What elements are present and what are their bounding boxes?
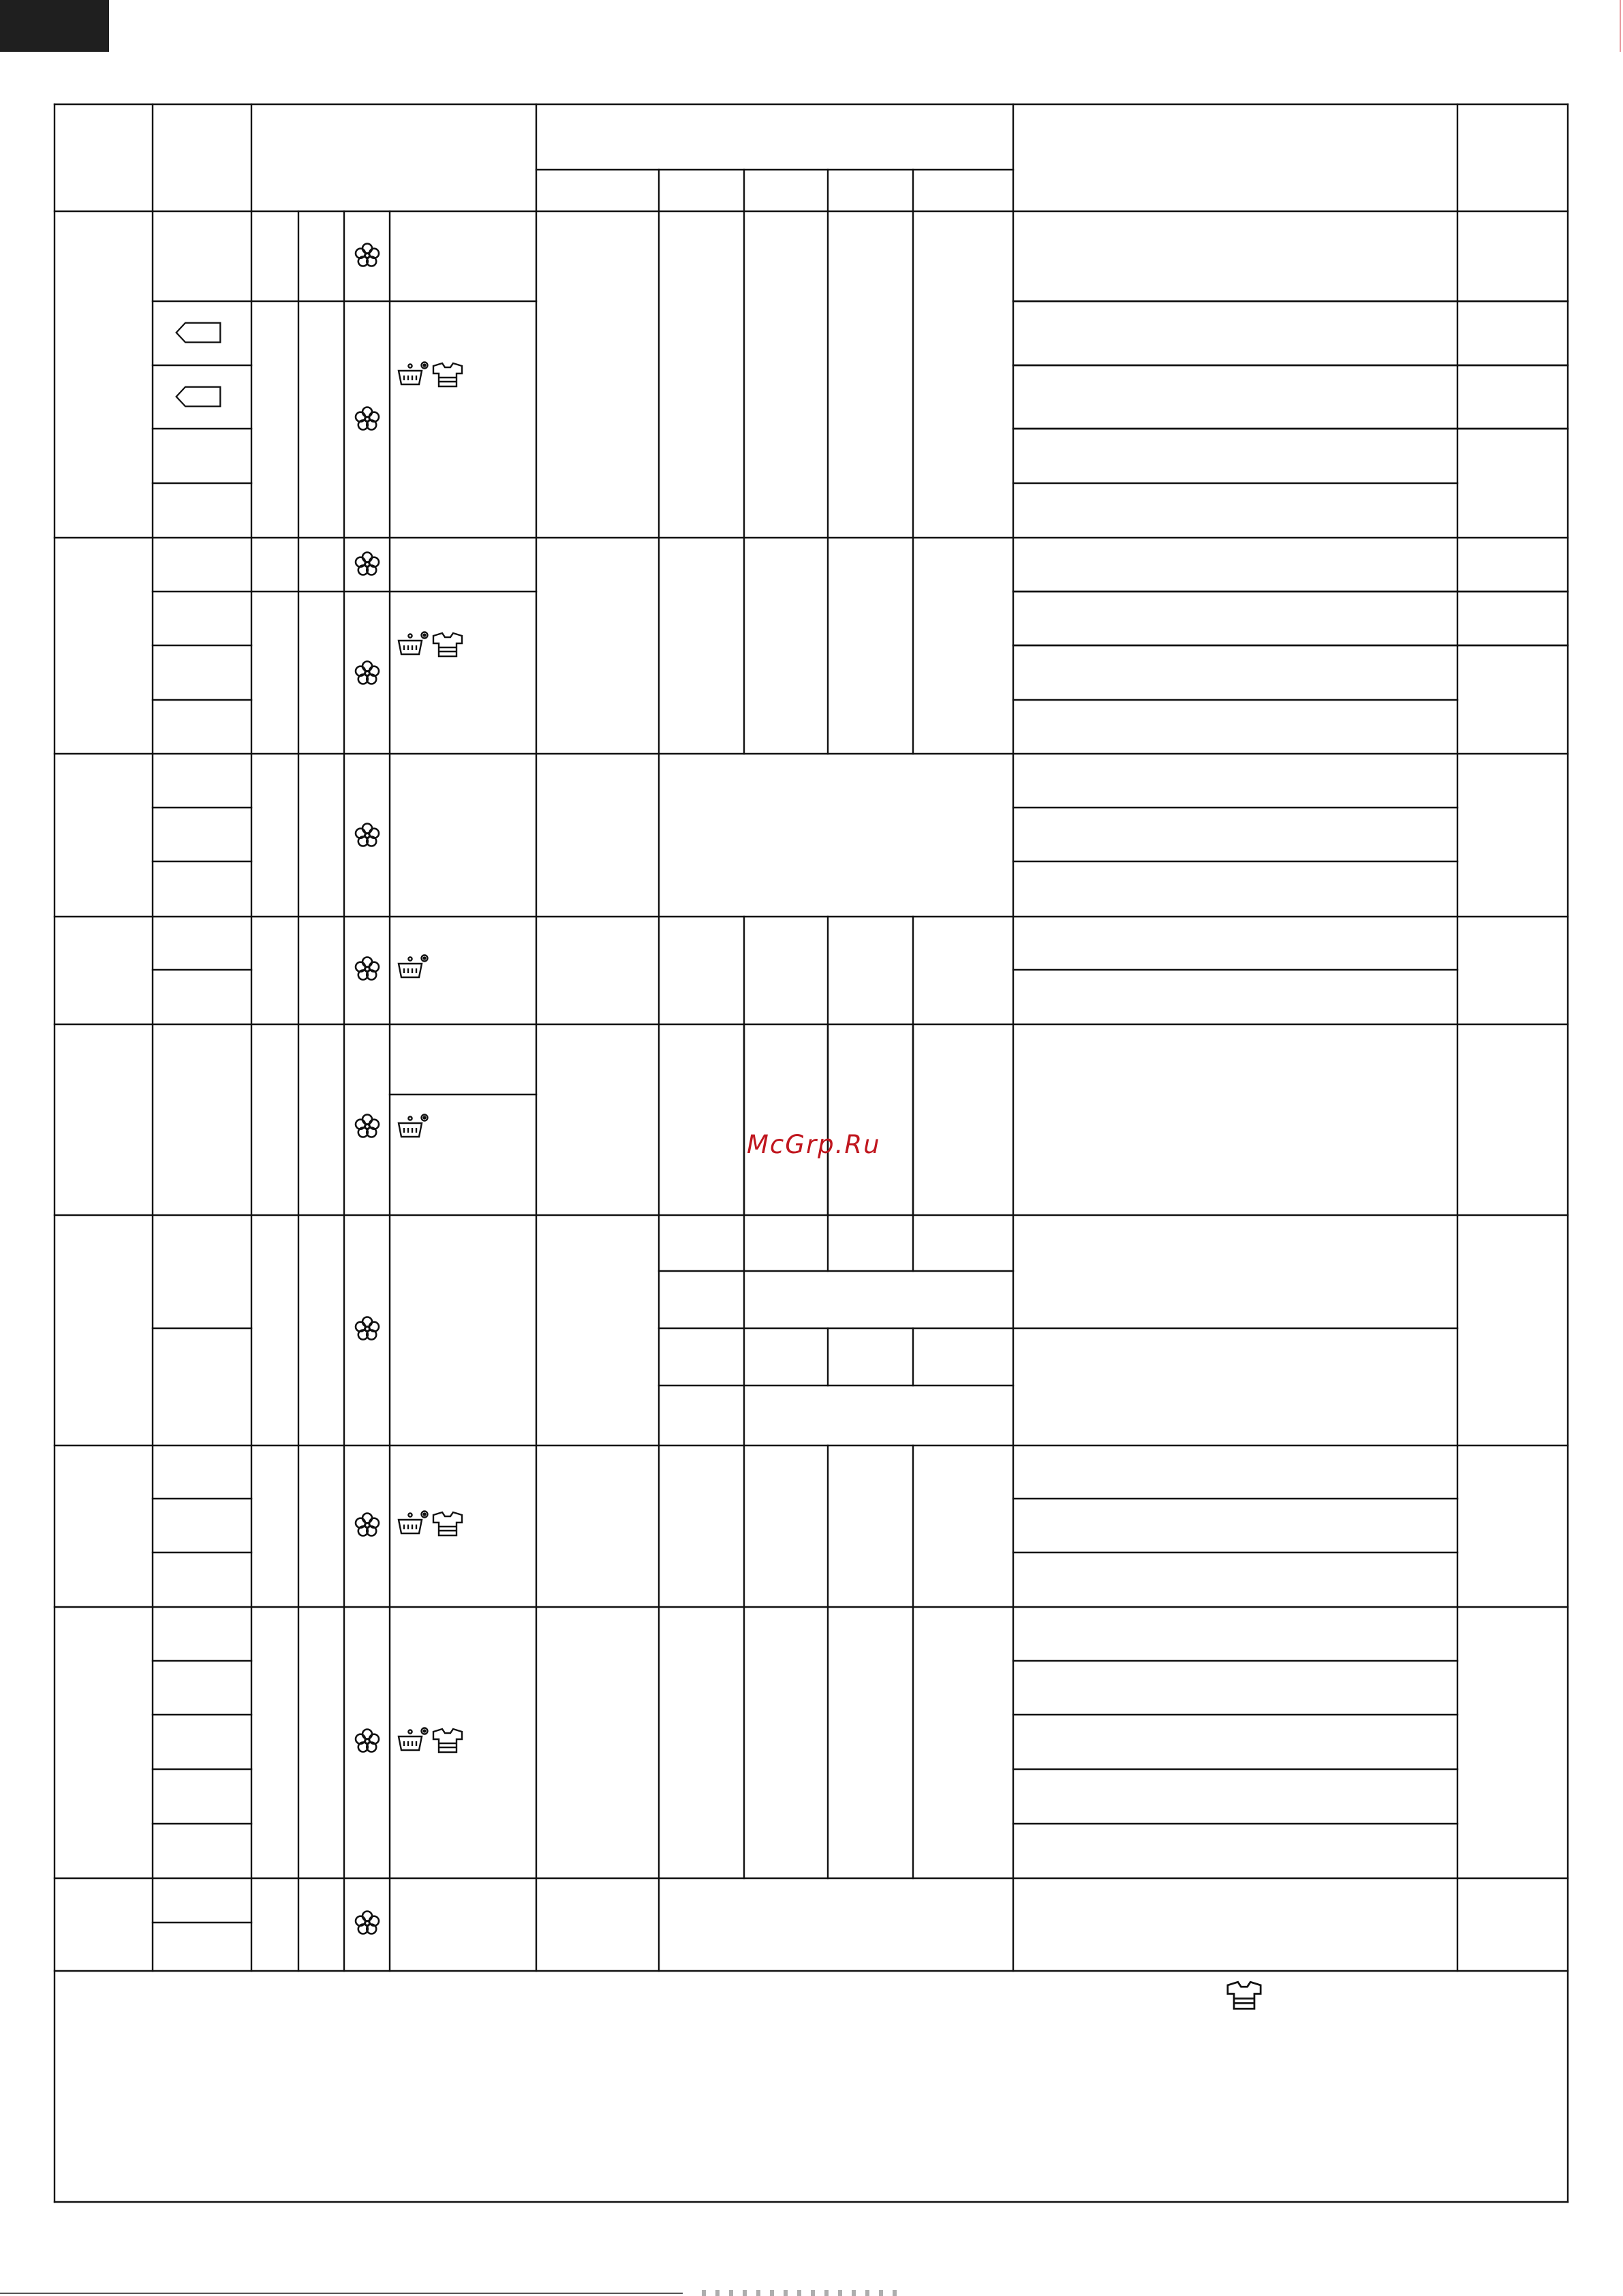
label-tag-icon (176, 323, 221, 343)
wash-basin-icon (399, 1728, 428, 1751)
flower-icon (356, 244, 379, 266)
wash-basin-icon (399, 1512, 428, 1534)
footer-text-residue (702, 2290, 906, 2296)
watermark: McGrp.Ru (747, 1130, 881, 1159)
flower-icon (356, 958, 379, 980)
wash-basin-icon (399, 363, 428, 385)
flower-icon (356, 662, 379, 684)
footer-rule (0, 2293, 683, 2294)
flower-icon (356, 1514, 379, 1536)
iron-icon (433, 1512, 462, 1535)
wash-basin-icon (399, 955, 428, 978)
flower-icon (356, 1115, 379, 1137)
flower-icon (356, 553, 379, 575)
flower-icon (356, 1317, 379, 1340)
wash-basin-icon (399, 1115, 428, 1137)
iron-icon (433, 1729, 462, 1752)
flower-icon (356, 408, 379, 430)
flower-icon (356, 1730, 379, 1752)
label-tag-icon (176, 387, 221, 407)
flower-icon (356, 1912, 379, 1934)
iron-icon (433, 633, 462, 656)
iron-icon (433, 363, 462, 386)
care-symbols (176, 244, 1261, 2009)
iron-icon (1228, 1982, 1261, 2008)
flower-icon (356, 824, 379, 846)
wash-basin-icon (399, 632, 428, 655)
